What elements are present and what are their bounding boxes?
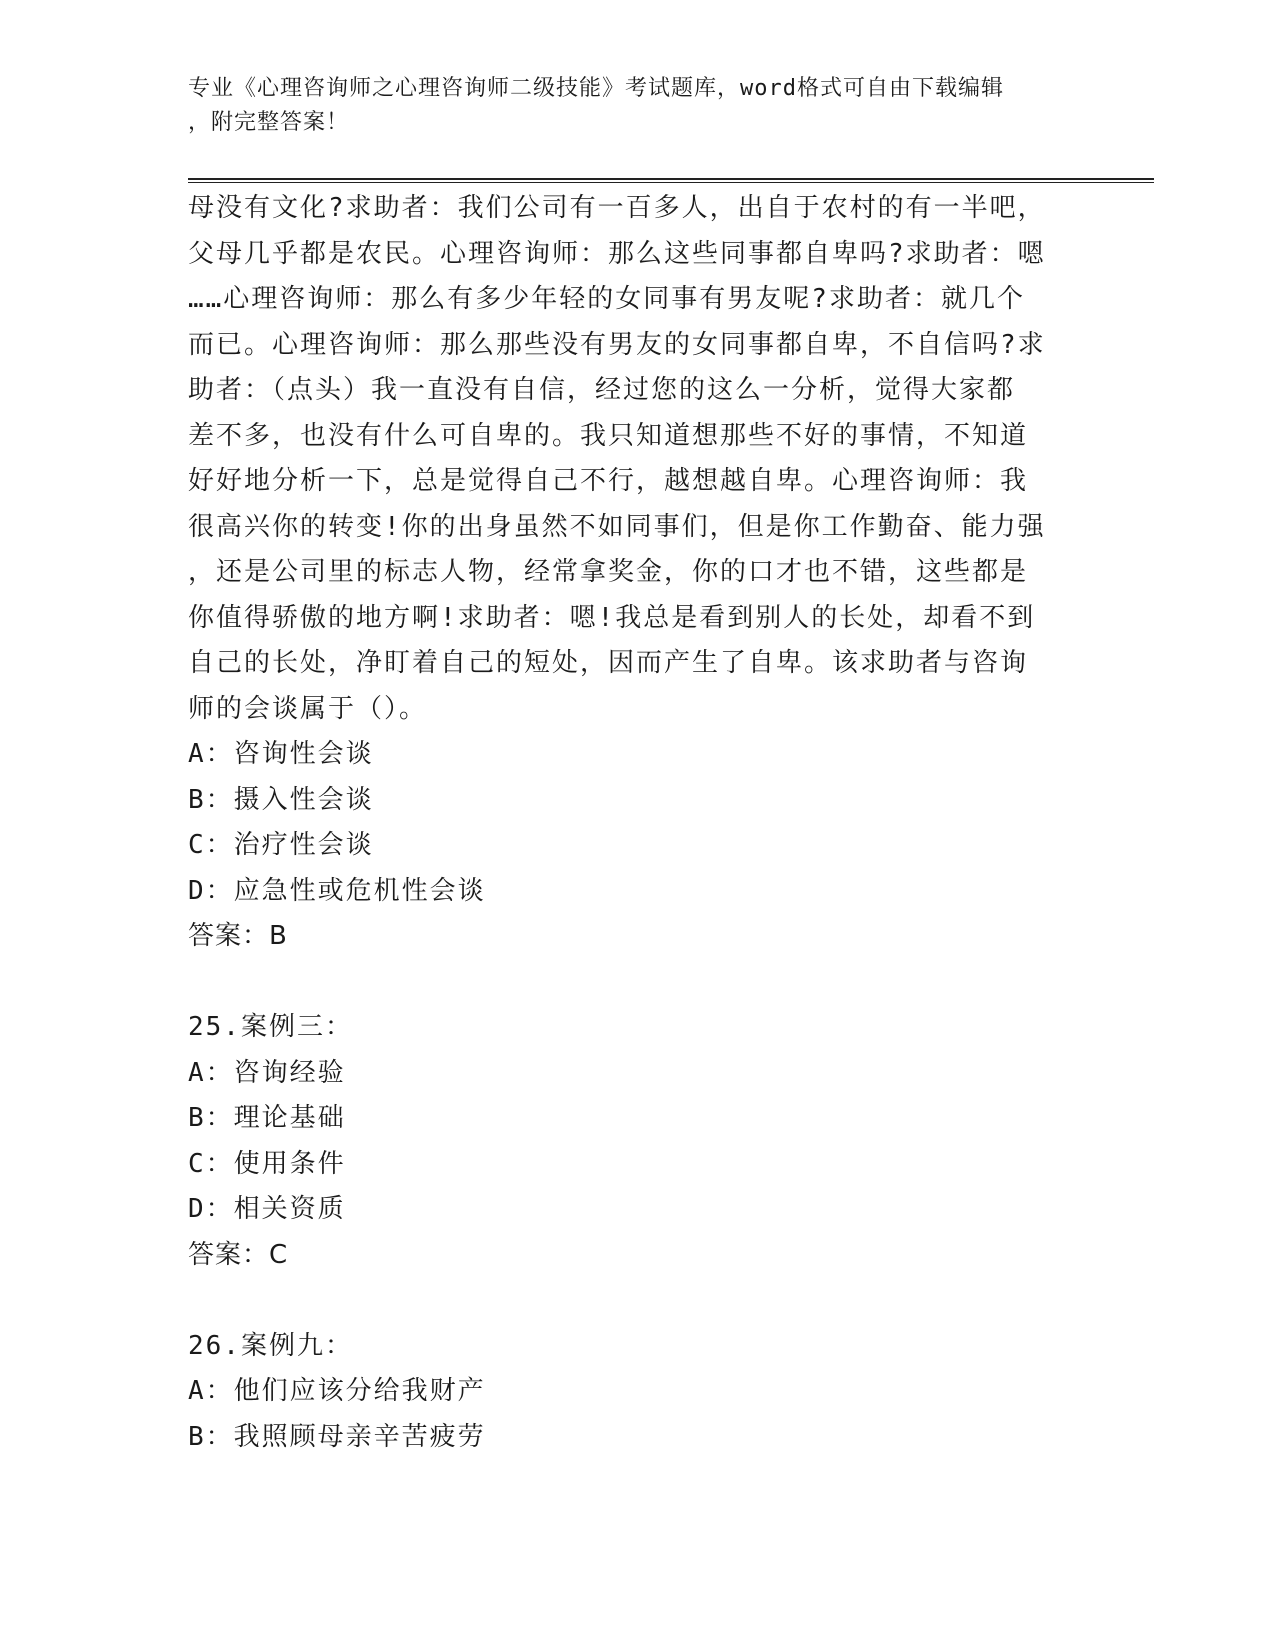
question-24 xyxy=(188,186,1078,960)
question-text-line: 差不多，也没有什么可自卑的。我只知道想那些不好的事情，不知道 xyxy=(188,420,1029,451)
question-text-line: ，还是公司里的标志人物，经常拿奖金，你的口才也不错，这些都是 xyxy=(188,557,1029,587)
document-body xyxy=(188,186,1078,1460)
option-a: A：他们应该分给我财产 xyxy=(188,1376,486,1406)
header-line-2: ，附完整答案！ xyxy=(188,110,350,135)
answer-line: 答案：C xyxy=(188,1239,289,1270)
document-header xyxy=(188,72,1068,140)
option-d: D：相关资质 xyxy=(188,1194,346,1224)
option-a: A：咨询经验 xyxy=(188,1057,346,1088)
question-text-line: ……心理咨询师：那么有多少年轻的女同事有男友呢?求助者：就几个 xyxy=(188,284,1025,314)
spacer xyxy=(188,960,1078,1006)
option-d: D：应急性或危机性会谈 xyxy=(188,875,486,906)
question-text-line: 你值得骄傲的地方啊!求助者：嗯!我总是看到别人的长处，却看不到 xyxy=(188,602,1036,633)
question-text-line: 助者：（点头）我一直没有自信，经过您的这么一分析，觉得大家都 xyxy=(188,375,1016,405)
question-text-line: 很高兴你的转变!你的出身虽然不如同事们，但是你工作勤奋、能力强 xyxy=(188,511,1046,542)
question-text-line: 而已。心理咨询师：那么那些没有男友的女同事都自卑，不自信吗?求 xyxy=(188,329,1046,360)
option-b: B：我照顾母亲辛苦疲劳 xyxy=(188,1421,486,1452)
header-divider xyxy=(188,178,1154,183)
answer-line: 答案：B xyxy=(188,921,288,951)
question-text-line: 父母几乎都是农民。心理咨询师：那么这些同事都自卑吗?求助者：嗯 xyxy=(188,238,1046,269)
question-title: 26.案例九： xyxy=(188,1330,353,1361)
question-text-line: 好好地分析一下，总是觉得自己不行，越想越自卑。心理咨询师：我 xyxy=(188,466,1029,496)
option-b: B：理论基础 xyxy=(188,1103,346,1133)
question-text-line: 母没有文化?求助者：我们公司有一百多人，出自于农村的有一半吧， xyxy=(188,193,1046,223)
option-b: B：摄入性会谈 xyxy=(188,784,374,815)
spacer xyxy=(188,1278,1078,1324)
question-text-line: 自己的长处，净盯着自己的短处，因而产生了自卑。该求助者与咨询 xyxy=(188,648,1029,678)
question-title: 25.案例三： xyxy=(188,1012,353,1042)
question-26 xyxy=(188,1324,1078,1461)
header-line-1: 专业《心理咨询师之心理咨询师二级技能》考试题库，word格式可自由下载编辑 xyxy=(188,76,1004,101)
question-25 xyxy=(188,1005,1078,1278)
option-c: C：治疗性会谈 xyxy=(188,830,374,860)
option-c: C：使用条件 xyxy=(188,1148,346,1179)
option-a: A：咨询性会谈 xyxy=(188,739,374,769)
question-text-line: 师的会谈属于（）。 xyxy=(188,693,428,724)
